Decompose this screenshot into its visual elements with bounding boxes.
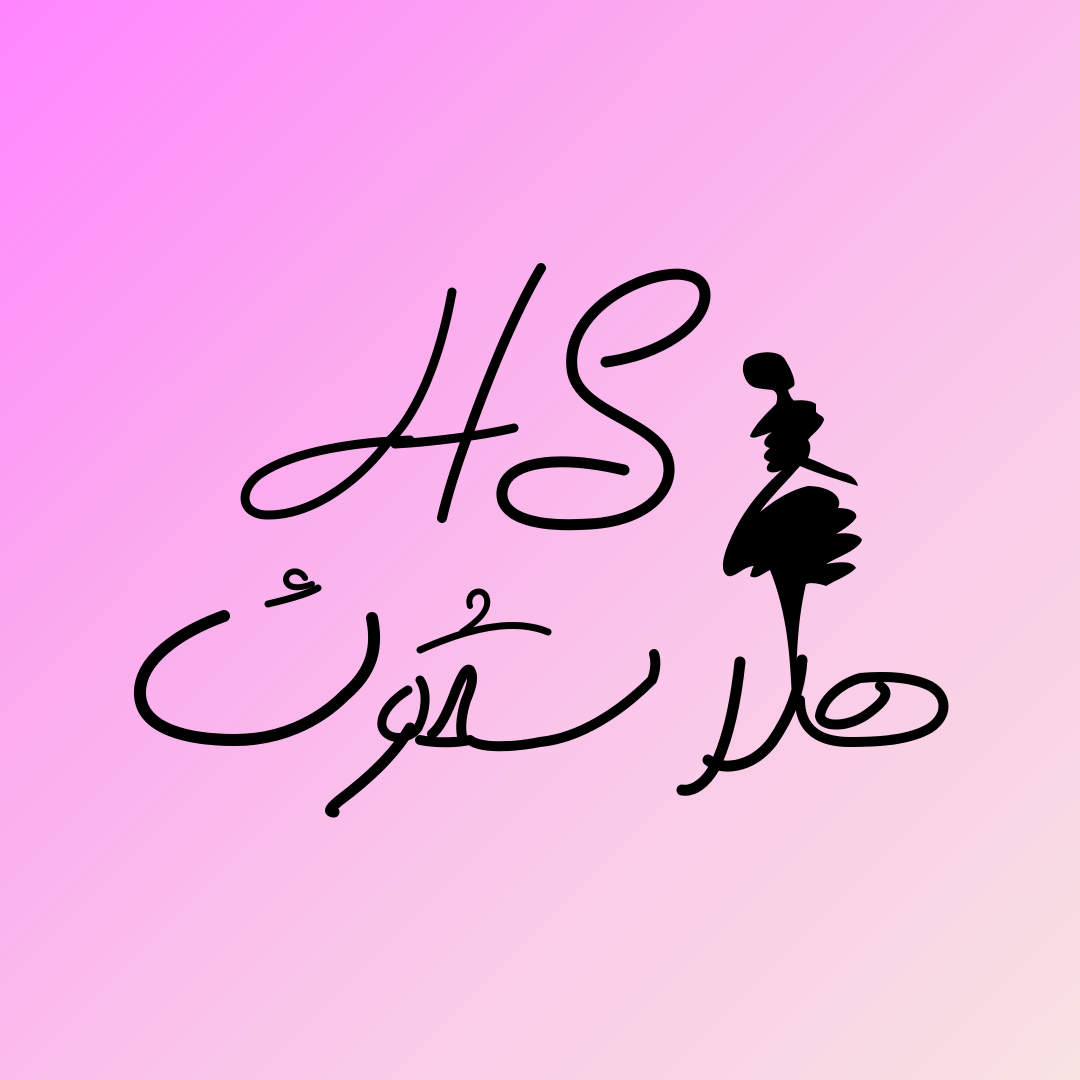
hs-monogram [245,268,705,525]
arabic-wordmark [140,571,944,812]
arabic-kaf-upstroke [432,670,472,736]
dress-silhouette [723,352,862,700]
monogram-s [502,274,705,525]
monogram-h-right-stroke [442,268,541,518]
arabic-ha [800,677,944,742]
monogram-h-left-stroke [245,292,452,515]
arabic-final-swoop [140,616,374,740]
silhouette-dress [723,400,862,700]
monogram-h-crossbar [395,428,514,444]
arabic-kaf-bar [420,625,548,650]
silhouette-head [743,352,796,404]
arabic-dots-left [268,588,318,604]
arabic-dots-left-curl [286,571,312,587]
